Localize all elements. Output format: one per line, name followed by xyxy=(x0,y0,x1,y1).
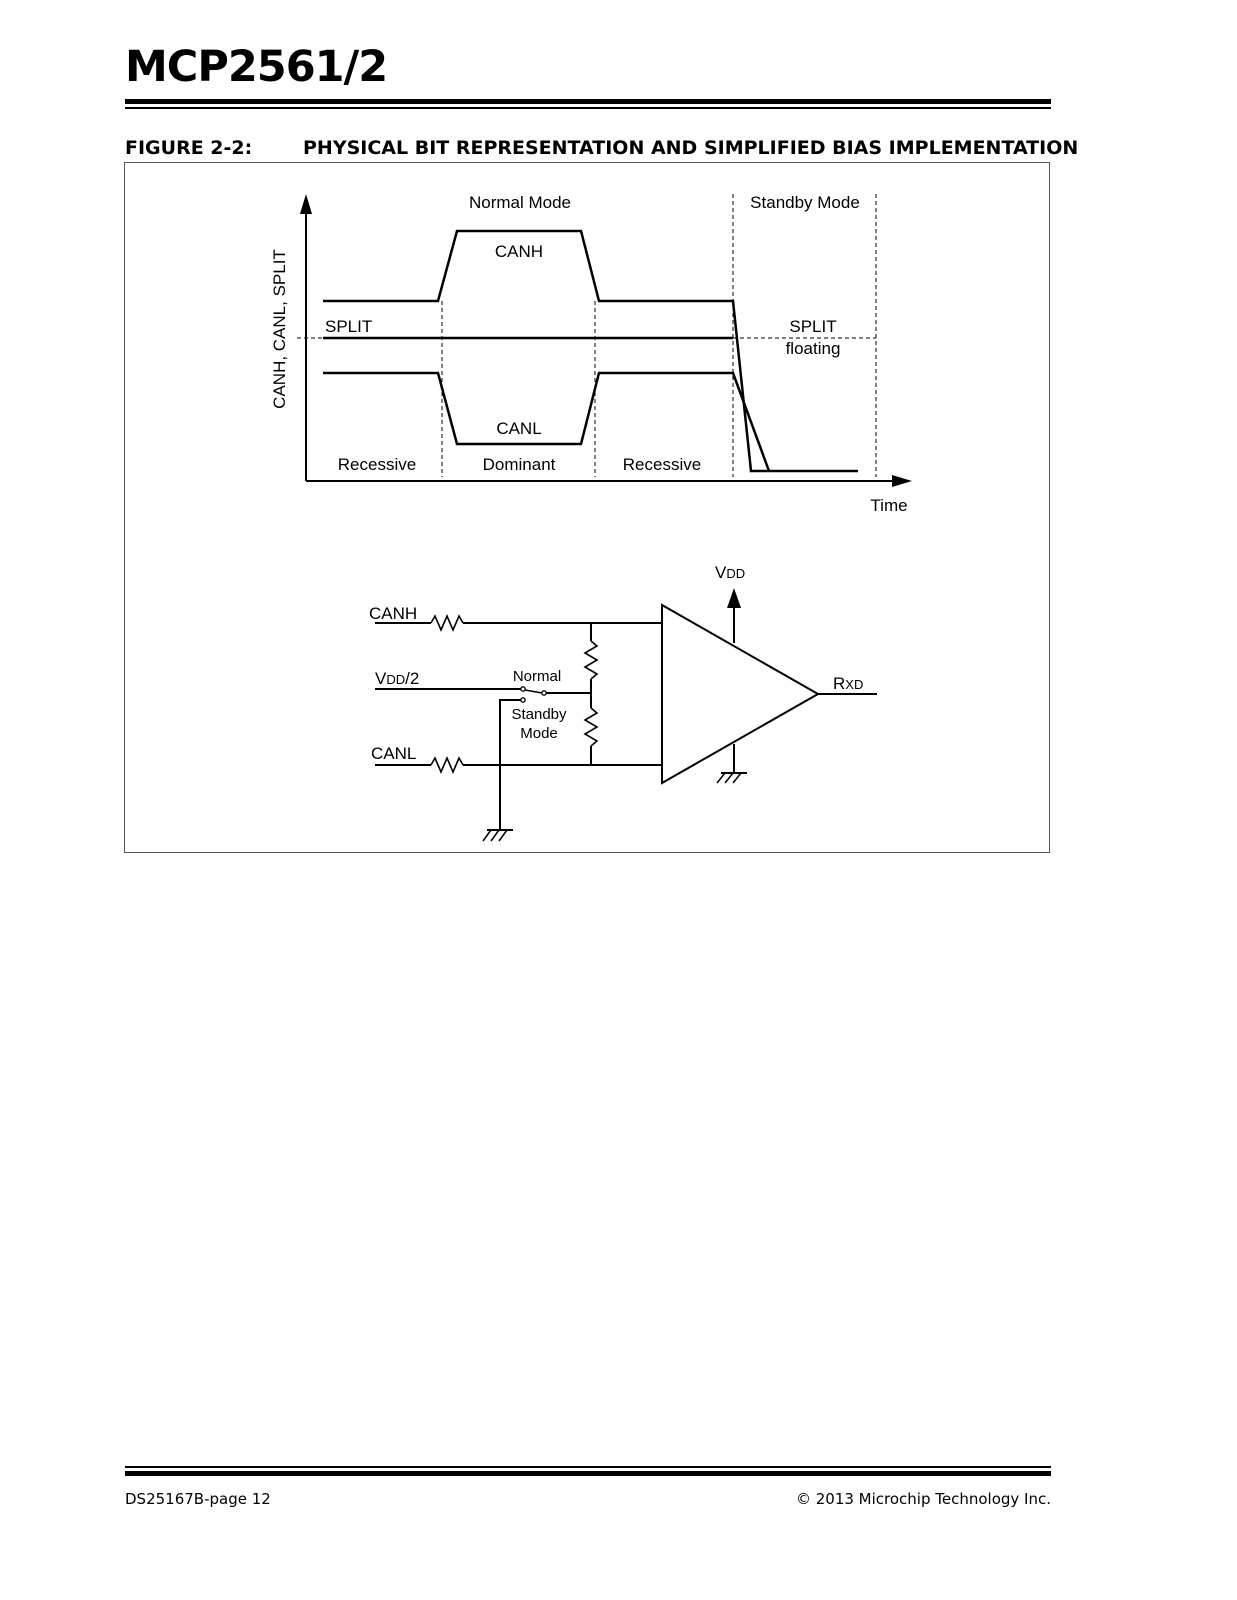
switch-blade xyxy=(525,690,542,693)
split-label: SPLIT xyxy=(325,317,373,336)
figure-title: PHYSICAL BIT REPRESENTATION AND SIMPLIFIED BIAS IMPLEMENTATION xyxy=(303,137,1079,159)
footer-copyright: © 2013 Microchip Technology Inc. xyxy=(795,1490,1051,1508)
receiver-comparator xyxy=(662,605,818,783)
bias-schematic xyxy=(375,604,877,841)
ground-hatch-2 xyxy=(491,830,499,841)
header-rule-thin xyxy=(125,107,1051,109)
state-recessive-1: Recessive xyxy=(337,455,417,474)
rxd-label: RXD xyxy=(833,674,864,693)
switch-normal-label: Normal xyxy=(512,668,562,685)
switch-standby-label-1: Standby xyxy=(511,706,567,723)
schematic-canh-label: CANH xyxy=(369,604,418,623)
switch-contact-out xyxy=(542,691,546,695)
divider-resistor-top xyxy=(585,641,597,679)
figure-frame xyxy=(124,162,1050,853)
divider-resistor-bottom xyxy=(585,708,597,746)
switch-standby-label-2: Mode xyxy=(520,725,558,742)
ground-hatch-1 xyxy=(483,830,491,841)
header-rule xyxy=(125,99,1051,104)
canh-resistor xyxy=(431,616,463,630)
vdd-arrow-icon xyxy=(727,588,741,608)
x-axis-label: Time xyxy=(870,496,908,515)
figure-graphic xyxy=(125,163,1049,852)
switch-contact-standby xyxy=(521,698,525,702)
state-recessive-2: Recessive xyxy=(622,455,702,474)
footer-page-id: DS25167B-page 12 xyxy=(125,1490,271,1508)
footer-rule-thin xyxy=(125,1466,1051,1468)
y-axis-label: CANH, CANL, SPLIT xyxy=(270,249,289,409)
split-floating-label-1: SPLIT xyxy=(789,317,837,336)
y-axis-arrow xyxy=(300,194,312,214)
vdd-label: VDD xyxy=(715,563,746,582)
document-title: MCP2561/2 xyxy=(125,42,388,92)
ground-hatch-4 xyxy=(717,773,725,783)
normal-mode-label: Normal Mode xyxy=(468,193,572,212)
figure-number: FIGURE 2-2: xyxy=(125,137,253,159)
x-axis-arrow xyxy=(892,475,912,487)
state-dominant: Dominant xyxy=(482,455,556,474)
switch-contact-normal xyxy=(521,687,525,691)
canl-resistor xyxy=(431,758,463,772)
ground-hatch-3 xyxy=(499,830,507,841)
standby-mode-label: Standby Mode xyxy=(750,193,860,212)
footer-rule xyxy=(125,1471,1051,1476)
split-floating-label-2: floating xyxy=(785,339,841,358)
ground-hatch-5 xyxy=(725,773,733,783)
canh-label: CANH xyxy=(494,242,544,261)
canl-label: CANL xyxy=(496,419,542,438)
vdd-half-label: VDD/2 xyxy=(375,669,420,688)
ground-hatch-6 xyxy=(733,773,741,783)
schematic-canl-label: CANL xyxy=(371,744,417,763)
canh-trace xyxy=(323,231,858,471)
